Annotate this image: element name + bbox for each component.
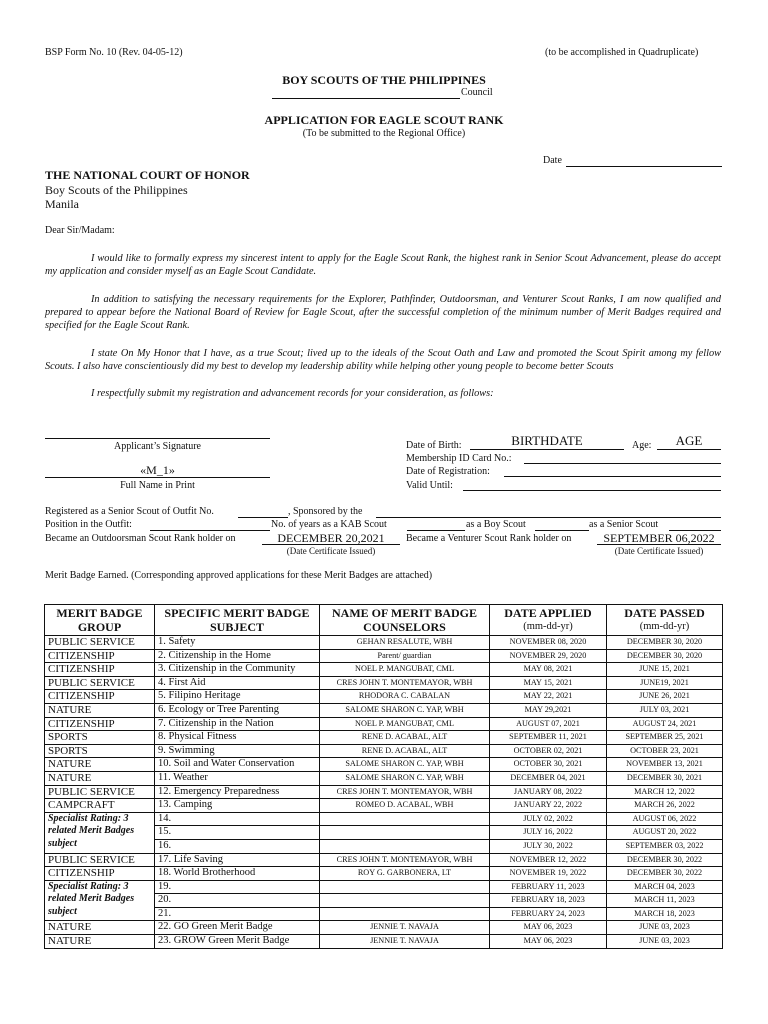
cell-counselor[interactable]: SALOME SHARON C. YAP, WBH bbox=[320, 703, 490, 717]
outfit-no-line[interactable] bbox=[238, 517, 288, 518]
membership-label: Membership ID Card No.: bbox=[406, 453, 512, 464]
table-row bbox=[45, 921, 723, 935]
cell-group[interactable]: SPORTS bbox=[45, 744, 155, 758]
full-name-line bbox=[45, 477, 270, 478]
cell-counselor[interactable]: CRES JOHN T. MONTEMAYOR, WBH bbox=[320, 676, 490, 690]
outdoorsman-cert-note: (Date Certificate Issued) bbox=[286, 546, 376, 556]
table-row bbox=[45, 717, 723, 731]
cell-counselor[interactable] bbox=[320, 907, 490, 921]
addressee-line2: Boy Scouts of the Philippines bbox=[45, 183, 188, 197]
cell-subject[interactable]: 23. GROW Green Merit Badge bbox=[155, 935, 320, 949]
cell-counselor[interactable]: RENE D. ACABAL, ALT bbox=[320, 744, 490, 758]
venturer-cert-note: (Date Certificate Issued) bbox=[614, 546, 704, 556]
cell-date-applied[interactable]: NOVEMBER 12, 2022 bbox=[490, 853, 607, 867]
cell-date-applied[interactable]: JANUARY 22, 2022 bbox=[490, 799, 607, 813]
addressee-line3: Manila bbox=[45, 197, 79, 211]
membership-line[interactable] bbox=[524, 463, 721, 464]
cell-group[interactable]: CITIZENSHIP bbox=[45, 649, 155, 663]
table-row bbox=[45, 663, 723, 677]
table-header-row bbox=[45, 605, 723, 636]
cell-group[interactable]: PUBLIC SERVICE bbox=[45, 853, 155, 867]
dob-label: Date of Birth: bbox=[406, 440, 462, 451]
cell-date-passed[interactable]: MARCH 12, 2022 bbox=[607, 785, 723, 799]
table-row bbox=[45, 690, 723, 704]
table-row bbox=[45, 649, 723, 663]
cell-group[interactable]: NATURE bbox=[45, 935, 155, 949]
merit-badge-note: Merit Badge Earned. (Corresponding approved applications for these Merit Badges are attached) bbox=[45, 570, 433, 581]
cell-date-applied[interactable]: MAY 29,2021 bbox=[490, 703, 607, 717]
cell-counselor[interactable]: JENNIE T. NAVAJA bbox=[320, 921, 490, 935]
venturer-line bbox=[597, 544, 721, 545]
cell-date-applied[interactable]: FEBRUARY 24, 2023 bbox=[490, 907, 607, 921]
header-date-passed: DATE PASSED (mm-dd-yr) bbox=[607, 605, 723, 636]
cell-date-applied[interactable]: NOVEMBER 19, 2022 bbox=[490, 867, 607, 881]
position-line[interactable] bbox=[150, 530, 270, 531]
cell-subject[interactable]: 19. bbox=[155, 880, 320, 894]
signature-label: Applicant’s Signature bbox=[114, 441, 201, 452]
cell-counselor[interactable]: CRES JOHN T. MONTEMAYOR, WBH bbox=[320, 853, 490, 867]
cell-date-passed[interactable]: SEPTEMBER 03, 2022 bbox=[607, 839, 723, 853]
venturer-label: Became a Venturer Scout Rank holder on bbox=[406, 533, 572, 544]
cell-date-applied[interactable]: JULY 30, 2022 bbox=[490, 839, 607, 853]
venturer-date[interactable]: SEPTEMBER 06,2022 bbox=[603, 531, 715, 545]
cell-date-passed[interactable]: JUNE 15, 2021 bbox=[607, 663, 723, 677]
outdoorsman-label: Became an Outdoorsman Scout Rank holder on bbox=[45, 533, 236, 544]
cell-date-passed[interactable]: JUNE 03, 2023 bbox=[607, 935, 723, 949]
cell-group[interactable]: SPORTS bbox=[45, 731, 155, 745]
council-line[interactable] bbox=[272, 98, 460, 99]
cell-date-passed[interactable]: NOVEMBER 13, 2021 bbox=[607, 758, 723, 772]
age-line bbox=[657, 449, 721, 450]
cell-date-applied[interactable]: DECEMBER 04, 2021 bbox=[490, 771, 607, 785]
registered-label: Registered as a Senior Scout of Outfit No. bbox=[45, 506, 214, 517]
cell-date-passed[interactable]: OCTOBER 23, 2021 bbox=[607, 744, 723, 758]
cell-group[interactable]: CITIZENSHIP bbox=[45, 867, 155, 881]
salutation: Dear Sir/Madam: bbox=[45, 225, 115, 236]
cell-subject[interactable]: 12. Emergency Preparedness bbox=[155, 785, 320, 799]
signature-line[interactable] bbox=[45, 438, 270, 439]
cell-subject[interactable]: 10. Soil and Water Conservation bbox=[155, 758, 320, 772]
cell-date-applied[interactable]: NOVEMBER 08, 2020 bbox=[490, 636, 607, 650]
quadruplicate-note: (to be accomplished in Quadruplicate) bbox=[545, 47, 699, 58]
paragraph-requirements: In addition to satisfying the necessary requirements for the Explorer, Pathfinder, Outdoorsman, and Venturer Scout Ranks, I am now qualified and prepared to appear before the National Board of Review for Eagle Scout, after the successful completion of the minimum number of Merit Badges required and specified for the Eagle Scout Rank. bbox=[45, 294, 721, 331]
full-name-value[interactable]: «M_1» bbox=[140, 463, 175, 477]
cell-date-passed[interactable]: MARCH 26, 2022 bbox=[607, 799, 723, 813]
cell-counselor[interactable]: GEHAN RESALUTE, WBH bbox=[320, 636, 490, 650]
cell-counselor[interactable]: ROY G. GARBONERA, LT bbox=[320, 867, 490, 881]
cell-date-passed[interactable]: DECEMBER 30, 2022 bbox=[607, 867, 723, 881]
cell-counselor[interactable]: Parent/ guardian bbox=[320, 649, 490, 663]
cell-subject[interactable]: 11. Weather bbox=[155, 771, 320, 785]
registration-line[interactable] bbox=[504, 476, 721, 477]
cell-date-applied[interactable]: JULY 02, 2022 bbox=[490, 812, 607, 826]
table-row bbox=[45, 744, 723, 758]
cell-specialist-rating: Specialist Rating: 3 related Merit Badges subject bbox=[45, 812, 155, 853]
addressee-line1: THE NATIONAL COURT OF HONOR bbox=[45, 168, 250, 182]
years-kab-label: No. of years as a KAB Scout bbox=[271, 519, 387, 530]
cell-date-applied[interactable]: SEPTEMBER 11, 2021 bbox=[490, 731, 607, 745]
paragraph-intent: I would like to formally express my sincerest intent to apply for the Eagle Scout Rank, the highest rank in Senior Scout Advancement, please do accept my application and consider myself as an Eagle Scout Candidate. bbox=[45, 253, 721, 277]
cell-counselor[interactable]: SALOME SHARON C. YAP, WBH bbox=[320, 758, 490, 772]
table-row bbox=[45, 636, 723, 650]
cell-group[interactable]: CITIZENSHIP bbox=[45, 690, 155, 704]
cell-subject[interactable]: 9. Swimming bbox=[155, 744, 320, 758]
cell-date-passed[interactable]: MARCH 11, 2023 bbox=[607, 894, 723, 908]
table-row bbox=[45, 676, 723, 690]
cell-date-passed[interactable]: SEPTEMBER 25, 2021 bbox=[607, 731, 723, 745]
cell-date-passed[interactable]: AUGUST 20, 2022 bbox=[607, 826, 723, 840]
table-row bbox=[45, 935, 723, 949]
table-row bbox=[45, 799, 723, 813]
header-counselors: NAME OF MERIT BADGE COUNSELORS bbox=[320, 605, 490, 636]
outdoorsman-date[interactable]: DECEMBER 20,2021 bbox=[277, 531, 385, 545]
cell-date-applied[interactable]: OCTOBER 02, 2021 bbox=[490, 744, 607, 758]
cell-counselor[interactable] bbox=[320, 826, 490, 840]
cell-group[interactable]: PUBLIC SERVICE bbox=[45, 676, 155, 690]
header-subject: SPECIFIC MERIT BADGE SUBJECT bbox=[155, 605, 320, 636]
cell-date-applied[interactable]: JANUARY 08, 2022 bbox=[490, 785, 607, 799]
table-row bbox=[45, 812, 723, 826]
cell-counselor[interactable] bbox=[320, 812, 490, 826]
cell-date-applied[interactable]: MAY 22, 2021 bbox=[490, 690, 607, 704]
council-label: Council bbox=[461, 87, 493, 98]
table-row bbox=[45, 853, 723, 867]
dob-value[interactable]: BIRTHDATE bbox=[511, 433, 583, 448]
cell-date-passed[interactable]: JUNE19, 2021 bbox=[607, 676, 723, 690]
cell-date-passed[interactable]: MARCH 04, 2023 bbox=[607, 880, 723, 894]
cell-subject[interactable]: 21. bbox=[155, 907, 320, 921]
position-label: Position in the Outfit: bbox=[45, 519, 132, 530]
cell-subject[interactable]: 7. Citizenship in the Nation bbox=[155, 717, 320, 731]
cell-date-applied[interactable]: MAY 15, 2021 bbox=[490, 676, 607, 690]
cell-group[interactable]: PUBLIC SERVICE bbox=[45, 636, 155, 650]
cell-group[interactable]: NATURE bbox=[45, 921, 155, 935]
age-label: Age: bbox=[632, 440, 652, 451]
cell-date-passed[interactable]: DECEMBER 30, 2020 bbox=[607, 636, 723, 650]
cell-group[interactable]: PUBLIC SERVICE bbox=[45, 785, 155, 799]
cell-date-passed[interactable]: JUNE 03, 2023 bbox=[607, 921, 723, 935]
registration-label: Date of Registration: bbox=[406, 466, 490, 477]
cell-counselor[interactable]: SALOME SHARON C. YAP, WBH bbox=[320, 771, 490, 785]
cell-group[interactable]: CITIZENSHIP bbox=[45, 663, 155, 677]
cell-subject[interactable]: 18. World Brotherhood bbox=[155, 867, 320, 881]
table-row bbox=[45, 731, 723, 745]
cell-date-applied[interactable]: JULY 16, 2022 bbox=[490, 826, 607, 840]
table-row bbox=[45, 703, 723, 717]
cell-counselor[interactable] bbox=[320, 880, 490, 894]
cell-counselor[interactable]: JENNIE T. NAVAJA bbox=[320, 935, 490, 949]
cell-date-passed[interactable]: DECEMBER 30, 2022 bbox=[607, 853, 723, 867]
table-row bbox=[45, 758, 723, 772]
as-senior-scout-label: as a Senior Scout bbox=[589, 519, 659, 530]
cell-date-applied[interactable]: MAY 06, 2023 bbox=[490, 921, 607, 935]
header-date-applied: DATE APPLIED (mm-dd-yr) bbox=[490, 605, 607, 636]
cell-counselor[interactable] bbox=[320, 894, 490, 908]
cell-date-applied[interactable]: NOVEMBER 29, 2020 bbox=[490, 649, 607, 663]
dob-line bbox=[470, 449, 624, 450]
cell-counselor[interactable]: CRES JOHN T. MONTEMAYOR, WBH bbox=[320, 785, 490, 799]
table-row bbox=[45, 867, 723, 881]
table-row bbox=[45, 880, 723, 894]
cell-subject[interactable]: 14. bbox=[155, 812, 320, 826]
cell-subject[interactable]: 4. First Aid bbox=[155, 676, 320, 690]
cell-date-applied[interactable]: OCTOBER 30, 2021 bbox=[490, 758, 607, 772]
cell-counselor[interactable]: ROMEO D. ACABAL, WBH bbox=[320, 799, 490, 813]
form-title: APPLICATION FOR EAGLE SCOUT RANK bbox=[264, 113, 504, 127]
cell-counselor[interactable]: RHODORA C. CABALAN bbox=[320, 690, 490, 704]
cell-date-passed[interactable]: JUNE 26, 2021 bbox=[607, 690, 723, 704]
cell-subject[interactable]: 3. Citizenship in the Community bbox=[155, 663, 320, 677]
cell-subject[interactable]: 15. bbox=[155, 826, 320, 840]
form-subtitle: (To be submitted to the Regional Office) bbox=[302, 128, 466, 139]
cell-date-applied[interactable]: MAY 08, 2021 bbox=[490, 663, 607, 677]
cell-date-passed[interactable]: MARCH 18, 2023 bbox=[607, 907, 723, 921]
cell-date-passed[interactable]: AUGUST 24, 2021 bbox=[607, 717, 723, 731]
cell-group[interactable]: NATURE bbox=[45, 758, 155, 772]
cell-subject[interactable]: 20. bbox=[155, 894, 320, 908]
full-name-label: Full Name in Print bbox=[120, 480, 195, 491]
date-label: Date bbox=[543, 155, 562, 166]
valid-until-line[interactable] bbox=[463, 490, 721, 491]
as-boy-scout-label: as a Boy Scout bbox=[466, 519, 526, 530]
cell-specialist-rating: Specialist Rating: 3 related Merit Badges subject bbox=[45, 880, 155, 921]
cell-date-passed[interactable]: AUGUST 06, 2022 bbox=[607, 812, 723, 826]
date-line[interactable] bbox=[566, 166, 722, 167]
cell-subject[interactable]: 2. Citizenship in the Home bbox=[155, 649, 320, 663]
cell-subject[interactable]: 1. Safety bbox=[155, 636, 320, 650]
table-row bbox=[45, 771, 723, 785]
cell-date-passed[interactable]: DECEMBER 30, 2020 bbox=[607, 649, 723, 663]
years-kab-line[interactable] bbox=[407, 530, 465, 531]
cell-counselor[interactable] bbox=[320, 839, 490, 853]
valid-until-label: Valid Until: bbox=[406, 480, 453, 491]
cell-date-applied[interactable]: MAY 06, 2023 bbox=[490, 935, 607, 949]
cell-group[interactable]: NATURE bbox=[45, 771, 155, 785]
cell-subject[interactable]: 22. GO Green Merit Badge bbox=[155, 921, 320, 935]
sponsored-label: , Sponsored by the bbox=[288, 506, 363, 517]
merit-badge-table bbox=[44, 604, 723, 949]
header-group: MERIT BADGE GROUP bbox=[45, 605, 155, 636]
cell-date-applied[interactable]: FEBRUARY 11, 2023 bbox=[490, 880, 607, 894]
cell-date-applied[interactable]: FEBRUARY 18, 2023 bbox=[490, 894, 607, 908]
outdoorsman-line bbox=[262, 544, 400, 545]
cell-subject[interactable]: 6. Ecology or Tree Parenting bbox=[155, 703, 320, 717]
cell-subject[interactable]: 16. bbox=[155, 839, 320, 853]
cell-subject[interactable]: 13. Camping bbox=[155, 799, 320, 813]
paragraph-honor: I state On My Honor that I have, as a true Scout; lived up to the ideals of the Scout Oath and Law and promoted the Scout Spirit among my fellow Scouts. I also have conscientiously did my best to develop my leadership ability while helping other young people to become better Scouts bbox=[45, 348, 721, 372]
table-row bbox=[45, 785, 723, 799]
cell-subject[interactable]: 5. Filipino Heritage bbox=[155, 690, 320, 704]
sponsor-line[interactable] bbox=[376, 517, 721, 518]
cell-group[interactable]: NATURE bbox=[45, 703, 155, 717]
cell-group[interactable]: CAMPCRAFT bbox=[45, 799, 155, 813]
cell-date-applied[interactable]: AUGUST 07, 2021 bbox=[490, 717, 607, 731]
cell-subject[interactable]: 8. Physical Fitness bbox=[155, 731, 320, 745]
org-name: BOY SCOUTS OF THE PHILIPPINES bbox=[282, 73, 486, 87]
cell-group[interactable]: CITIZENSHIP bbox=[45, 717, 155, 731]
cell-date-passed[interactable]: DECEMBER 30, 2021 bbox=[607, 771, 723, 785]
age-value[interactable]: AGE bbox=[675, 433, 703, 448]
cell-counselor[interactable]: RENE D. ACABAL, ALT bbox=[320, 731, 490, 745]
cell-counselor[interactable]: NOEL P. MANGUBAT, CML bbox=[320, 717, 490, 731]
form-number: BSP Form No. 10 (Rev. 04-05-12) bbox=[45, 47, 183, 58]
cell-subject[interactable]: 17. Life Saving bbox=[155, 853, 320, 867]
cell-date-passed[interactable]: JULY 03, 2021 bbox=[607, 703, 723, 717]
paragraph-submit: I respectfully submit my registration and advancement records for your consideration, as follows: bbox=[91, 388, 494, 399]
years-boy-line[interactable] bbox=[535, 530, 589, 531]
cell-counselor[interactable]: NOEL P. MANGUBAT, CML bbox=[320, 663, 490, 677]
